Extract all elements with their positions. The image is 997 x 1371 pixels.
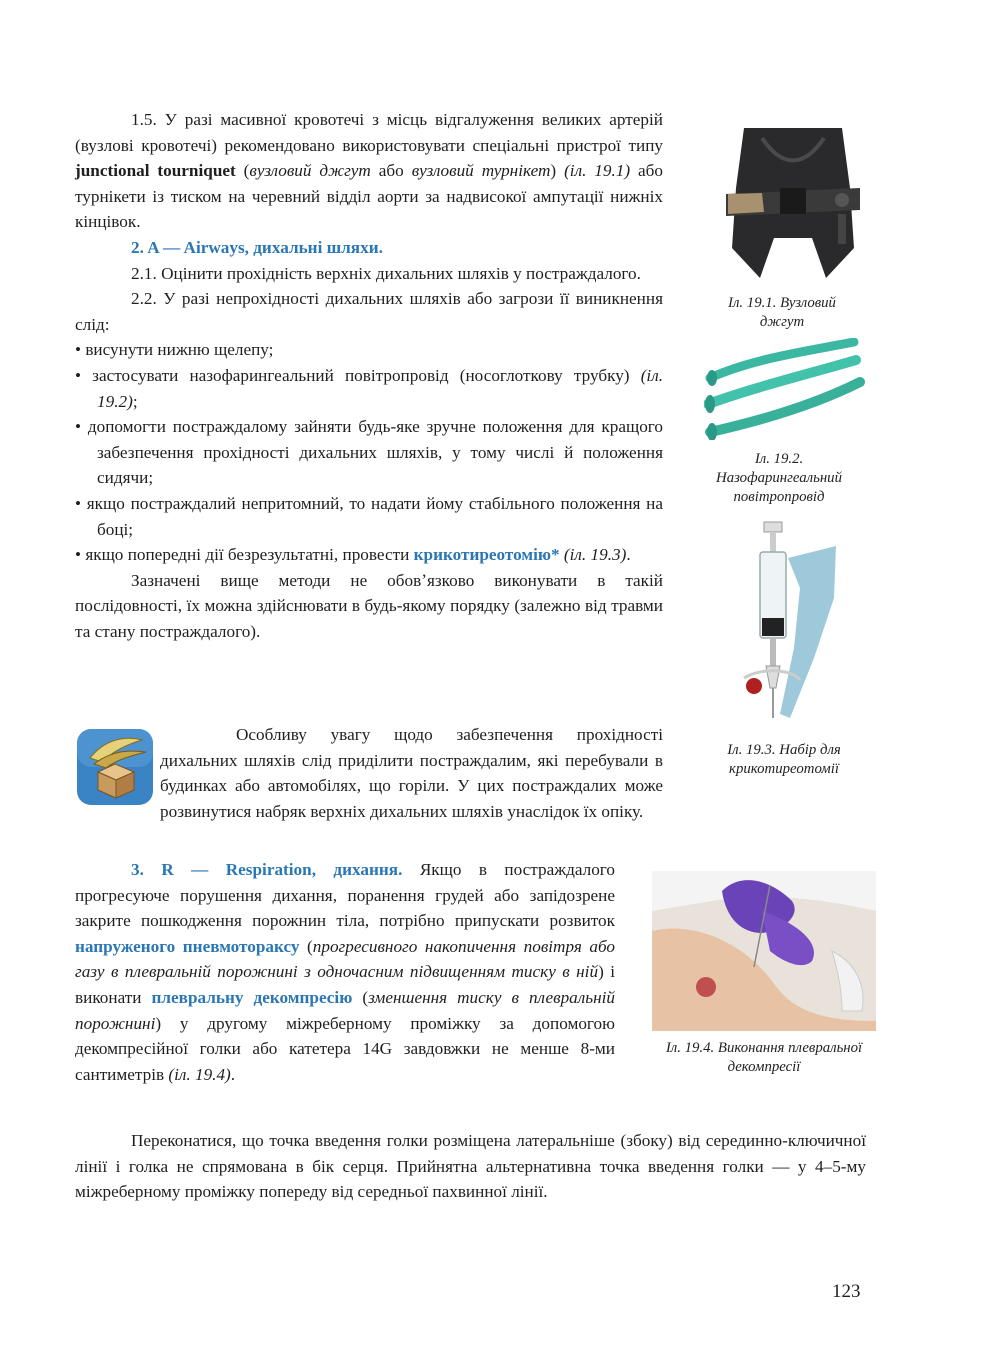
- paragraph-final: Переконатися, що точка введення голки розміщена латеральніше (збоку) від серединно-ключичної лінії і голка не спрямована в бік серця. Прийнятна альтернативна точка введення голки — у 4–5-му міжреберному проміжку попереду від середньої пахвинної лінії.: [75, 1131, 866, 1202]
- note-icon: [76, 728, 154, 806]
- caption-fig-19-1: Іл. 19.1. Вузловий джгут: [728, 295, 836, 330]
- pleural-decompression-image: [652, 871, 876, 1031]
- bullet-recovery: • якщо постраждалий непритомний, то надати йому стабільного положення на боці;: [75, 493, 663, 539]
- paragraph-respiration: 3. R — Respiration, дихання. Якщо в постраждалого прогресуюче порушення дихання, поранення грудей або запідозрене закрите пошкодження порожнин тіла, потрібно припускати розвиток напруженого пневмотораксу (прогресивного накопичення повітря або газу в плевральній порожнині з одночасним підвищенням тиску в ній) і виконати плевральну декомпресію (зменшення тиску в плевральній порожнині) у другому міжреберному проміжку за допомогою декомпресійної голки або катетера 14G завдовжки не менше 8-ми сантиметрів (іл. 19.4).: [75, 860, 615, 1084]
- heading-airways: 2. A — Airways, дихальні шляхи.: [131, 237, 383, 257]
- main-text-top: [75, 107, 663, 644]
- note-text: Особливу увагу щодо забезпечення прохідності дихальних шляхів слід приділити постраждалим, які перебували в будинках або автомобілях, що горіли. У цих постраждалих може розвинутися набряк верхніх дихальних шляхів унаслідок їх опіку.: [160, 725, 663, 821]
- paragraph-2-2: 2.2. У разі непрохідності дихальних шляхів або загрози її виникнення слід:: [75, 289, 663, 334]
- cricothyrotomy-kit-image: [730, 518, 840, 730]
- paragraph-1-5: 1.5. У разі масивної кровотечі з місць відгалуження великих артерій (вузлові кровотечі) рекомендовано використовувати спеціальні пристрої типу junctional tourniquet (вузловий джгут або вузловий турнікет) (іл. 19.1) або турнікети із тиском на черевний відділ аорти за надвисокої ампутації нижніх кінцівок.: [75, 110, 664, 232]
- bullet-jaw: • висунути нижню щелепу;: [75, 340, 274, 360]
- paragraph-order: Зазначені вище методи не обовʼязково виконувати в такій послідовності, їх можна здійснювати в будь-якому порядку (залежно від травми та стану постраждалого).: [75, 570, 663, 641]
- caption-fig-19-4: Іл. 19.4. Виконання плевральної декомпресії: [665, 1040, 863, 1075]
- paragraph-2-1: 2.1. Оцінити прохідність верхніх дихальних шляхів у постраждалого.: [131, 263, 641, 283]
- bullet-position: • допомогти постраждалому зайняти будь-яке зручне положення для кращого забезпечення прохідності дихальних шляхів, у тому числі й положення сидячи;: [75, 417, 663, 488]
- bullet-cricothyrotomy: • якщо попередні дії безрезультатні, провести крикотиреотомію* (іл. 19.3).: [75, 545, 631, 565]
- junctional-tourniquet-image: [722, 128, 864, 286]
- caption-fig-19-3: Іл. 19.3. Набір для крикотиреотомії: [727, 742, 841, 777]
- nasopharyngeal-airway-image: [704, 338, 866, 440]
- bullet-nasopharyngeal: • застосувати назофарингеальний повітропровід (носоглоткову трубку) (іл. 19.2);: [75, 365, 663, 411]
- page-number: 123: [832, 1281, 861, 1302]
- caption-fig-19-2: Іл. 19.2. Назофарингеальний повітропровід: [716, 451, 842, 505]
